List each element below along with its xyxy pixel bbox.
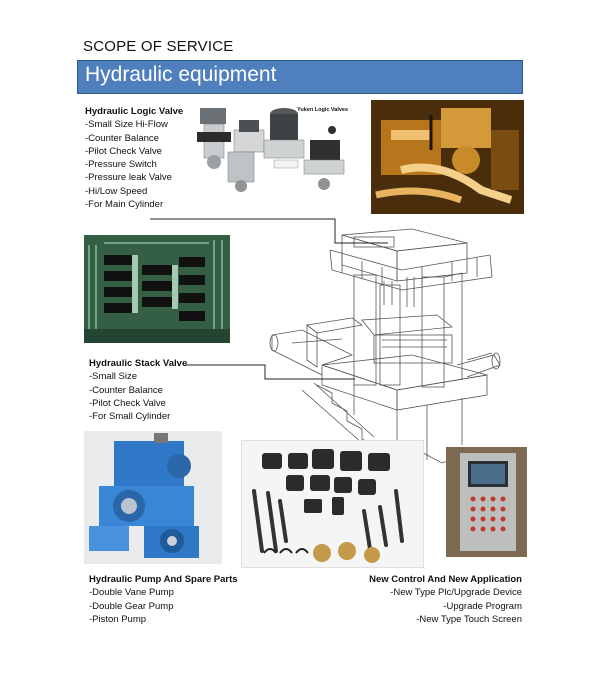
stack-valve-item: -Small Size	[89, 371, 138, 383]
scope-of-service-label: SCOPE OF SERVICE	[83, 38, 234, 55]
stack-valve-block	[89, 357, 187, 423]
title-banner	[77, 60, 523, 94]
control-panel-photo	[446, 447, 527, 557]
page-title: Hydraulic equipment	[85, 63, 277, 86]
logic-valve-item: -Pilot Check Valve	[85, 145, 162, 157]
pump-block	[89, 573, 238, 626]
logic-valve-item: -Hi/Low Speed	[85, 185, 148, 197]
stack-valve-item: -Counter Balance	[89, 384, 163, 396]
logic-valves-photo	[192, 100, 352, 198]
stack-valve-panel-photo	[84, 235, 230, 343]
spare-parts-photo	[241, 440, 424, 568]
logic-valve-heading: Hydraulic Logic Valve	[85, 106, 184, 117]
pump-item: -Double Vane Pump	[89, 587, 174, 599]
logic-valve-block	[85, 105, 183, 211]
logic-valve-item: -Counter Balance	[85, 132, 159, 144]
logic-valves-photo-label: Yuken Logic Valves	[297, 107, 349, 113]
logic-valve-item: -Pressure Switch	[85, 159, 157, 171]
stack-valve-item: -For Small Cylinder	[89, 411, 171, 423]
stack-valve-heading: Hydraulic Stack Valve	[89, 358, 188, 369]
logic-valve-item: -Pressure leak Valve	[85, 172, 172, 184]
hydraulic-machine-photo	[371, 100, 524, 214]
control-heading: New Control And New Application	[369, 574, 522, 585]
pump-item: -Double Gear Pump	[89, 600, 174, 612]
control-block	[369, 573, 522, 626]
logic-valve-item: -Small Size Hi-Flow	[85, 119, 168, 131]
logic-valve-item: -For Main Cylinder	[85, 199, 164, 211]
stack-valve-item: -Pilot Check Valve	[89, 397, 166, 409]
control-item: -Upgrade Program	[443, 600, 522, 612]
pump-heading: Hydraulic Pump And Spare Parts	[89, 574, 238, 585]
hydraulic-pump-photo	[84, 431, 222, 564]
pump-item: -Piston Pump	[89, 613, 147, 625]
control-item: -New Type Plc/Upgrade Device	[390, 587, 522, 599]
control-item: -New Type Touch Screen	[416, 613, 522, 625]
